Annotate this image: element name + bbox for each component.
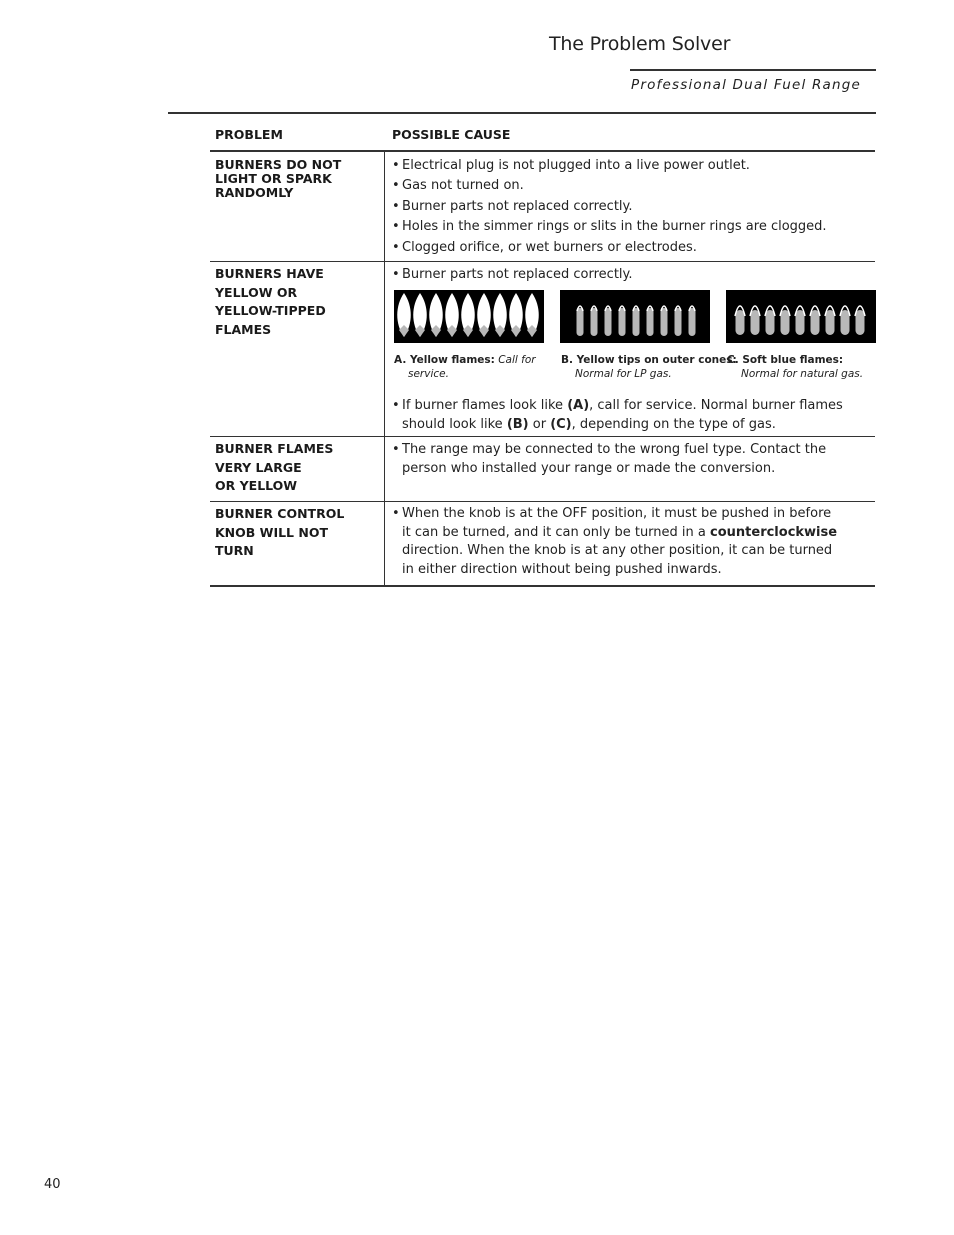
flame-shape bbox=[796, 310, 805, 335]
text: , depending on the type of gas. bbox=[571, 417, 776, 432]
cause-line: • The range may be connected to the wrong fuel type. Contact the bbox=[402, 442, 827, 457]
text: should look like bbox=[402, 417, 507, 432]
problem-line: RANDOMLY bbox=[215, 185, 294, 200]
emphasis: counterclockwise bbox=[710, 524, 838, 540]
cause-item bbox=[392, 440, 826, 478]
cause-item bbox=[392, 505, 837, 579]
page-subtitle: Professional Dual Fuel Range bbox=[631, 77, 862, 93]
caption-label: B. Yellow tips on outer cones: bbox=[561, 354, 737, 366]
text: it can be turned, and it can only be turned in a bbox=[402, 524, 711, 540]
caption-label: A. Yellow flames: bbox=[394, 354, 495, 366]
flame-shape bbox=[689, 308, 696, 336]
flame-ref: (B) bbox=[506, 417, 529, 432]
yellow-tipped-flames-icon bbox=[560, 290, 710, 343]
flame-shape bbox=[736, 310, 745, 335]
problem-line: VERY LARGE bbox=[215, 459, 302, 475]
problem-yellow-flames bbox=[215, 265, 326, 339]
caption-note: Normal for LP gas. bbox=[575, 368, 672, 380]
caption-note: Normal for natural gas. bbox=[741, 368, 864, 380]
row-divider bbox=[210, 436, 875, 437]
problem-knob-will-not-turn bbox=[215, 505, 344, 561]
page-number: 40 bbox=[44, 1177, 61, 1192]
flame-shape bbox=[781, 310, 790, 335]
causes-list bbox=[392, 505, 837, 579]
flame-shape bbox=[766, 310, 775, 335]
flame-ref: (C) bbox=[550, 417, 572, 432]
flame-shape bbox=[647, 308, 654, 336]
problem-line: BURNER CONTROL bbox=[215, 506, 345, 521]
cause-item: • Burner parts not replaced correctly. bbox=[392, 265, 633, 284]
cause-item bbox=[392, 396, 843, 434]
caption-label: C. Soft blue flames: bbox=[727, 354, 844, 366]
text: or bbox=[528, 417, 551, 432]
cause-item: • Electrical plug is not plugged into a live power outlet. bbox=[392, 156, 827, 176]
problem-line: OR YELLOW bbox=[215, 478, 298, 493]
flame-shape bbox=[811, 310, 820, 335]
flame-shape bbox=[591, 308, 598, 336]
page-title: The Problem Solver bbox=[549, 33, 731, 55]
flame-illustration-yellow-tips bbox=[560, 290, 710, 343]
flame-shape bbox=[633, 308, 640, 336]
flame-shape bbox=[661, 308, 668, 336]
cause-line: person who installed your range or made the conversion. bbox=[402, 461, 776, 476]
text: If burner flames look like bbox=[402, 398, 568, 413]
column-header-possible-cause: POSSIBLE CAUSE bbox=[392, 127, 511, 142]
flame-shape bbox=[751, 310, 760, 335]
cause-item: • Burner parts not replaced correctly. bbox=[392, 197, 827, 217]
row-divider bbox=[210, 261, 875, 262]
flame-caption-a bbox=[394, 353, 536, 381]
row-divider bbox=[210, 501, 875, 502]
cause-line: • When the knob is at the OFF position, it must be pushed in before bbox=[402, 506, 832, 521]
cause-line bbox=[402, 396, 843, 415]
flame-shape bbox=[856, 310, 865, 335]
problem-line: LIGHT OR SPARK bbox=[215, 171, 332, 186]
flame-ref: (A) bbox=[567, 398, 590, 413]
problem-line: BURNER FLAMES bbox=[215, 441, 334, 456]
causes-list bbox=[392, 396, 843, 434]
cause-line bbox=[402, 524, 837, 543]
cause-line: in either direction without being pushed inwards. bbox=[402, 561, 722, 577]
flame-caption-c bbox=[727, 353, 863, 381]
caption-note: service. bbox=[408, 368, 449, 380]
causes-list bbox=[392, 265, 633, 284]
flame-shape bbox=[826, 310, 835, 335]
problem-line: TURN bbox=[215, 543, 254, 558]
problem-line: KNOB WILL NOT bbox=[215, 524, 328, 540]
flame-shape bbox=[841, 310, 850, 335]
flame-shape bbox=[605, 308, 612, 336]
title-rule bbox=[630, 69, 876, 71]
problem-large-flames bbox=[215, 440, 333, 496]
flame-illustration-yellow bbox=[394, 290, 544, 343]
causes-list bbox=[392, 440, 826, 478]
soft-blue-flames-icon bbox=[726, 290, 876, 343]
column-divider bbox=[384, 151, 385, 586]
causes-list bbox=[392, 156, 827, 258]
caption-note: Call for bbox=[498, 354, 536, 366]
problem-burners-do-not-light bbox=[215, 158, 341, 200]
flame-illustration-soft-blue bbox=[726, 290, 876, 343]
problem-line: BURNERS HAVE bbox=[215, 266, 324, 281]
text: , call for service. Normal burner flames bbox=[589, 398, 843, 413]
cause-line: direction. When the knob is at any other position, it can be turned bbox=[402, 543, 833, 559]
problem-line: FLAMES bbox=[215, 321, 272, 337]
column-header-problem: PROBLEM bbox=[215, 127, 283, 142]
cause-item: • Gas not turned on. bbox=[392, 176, 827, 196]
cause-line bbox=[402, 415, 843, 434]
cause-item: • Clogged orifice, or wet burners or electrodes. bbox=[392, 238, 827, 258]
problem-line: YELLOW OR bbox=[215, 284, 298, 300]
flame-caption-b bbox=[561, 353, 737, 381]
flame-shape bbox=[675, 308, 682, 336]
yellow-flames-icon bbox=[394, 290, 544, 343]
problem-line: YELLOW-TIPPED bbox=[215, 303, 326, 318]
flame-shape bbox=[577, 308, 584, 336]
cause-item: • Holes in the simmer rings or slits in the burner rings are clogged. bbox=[392, 217, 827, 237]
table-bottom-rule bbox=[210, 585, 875, 587]
header-rule bbox=[168, 112, 876, 114]
table-header-rule bbox=[210, 150, 875, 152]
problem-line: BURNERS DO NOT bbox=[215, 157, 342, 172]
flame-shape bbox=[619, 308, 626, 336]
